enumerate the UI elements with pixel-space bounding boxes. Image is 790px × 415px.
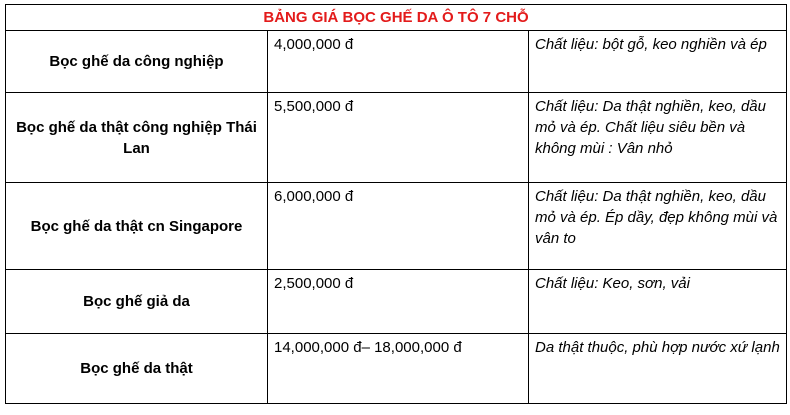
title-row	[6, 5, 787, 31]
product-price: 5,500,000 đ	[268, 93, 529, 183]
product-note: Chất liệu: Keo, sơn, vải	[529, 270, 787, 334]
product-name: Bọc ghế da công nghiệp	[6, 31, 268, 93]
table-title: BẢNG GIÁ BỌC GHẾ DA Ô TÔ 7 CHỖ	[6, 5, 787, 31]
product-price: 14,000,000 đ– 18,000,000 đ	[268, 334, 529, 404]
table-row	[6, 31, 787, 93]
product-name: Bọc ghế da thật	[6, 334, 268, 404]
product-price: 6,000,000 đ	[268, 183, 529, 270]
product-name: Bọc ghế da thật công nghiệp Thái Lan	[6, 93, 268, 183]
product-note: Chất liệu: Da thật nghiền, keo, dầu mỏ và ép. Ép dầy, đẹp không mùi và vân to	[529, 183, 787, 270]
table-row	[6, 93, 787, 183]
table-row	[6, 183, 787, 270]
product-note: Chất liệu: bột gỗ, keo nghiền và ép	[529, 31, 787, 93]
price-table	[5, 4, 787, 404]
product-name: Bọc ghế giả da	[6, 270, 268, 334]
table-row	[6, 334, 787, 404]
product-note: Da thật thuộc, phù hợp nước xứ lạnh	[529, 334, 787, 404]
table-row	[6, 270, 787, 334]
product-price: 4,000,000 đ	[268, 31, 529, 93]
product-price: 2,500,000 đ	[268, 270, 529, 334]
product-name: Bọc ghế da thật cn Singapore	[6, 183, 268, 270]
product-note: Chất liệu: Da thật nghiền, keo, dầu mỏ và ép. Chất liệu siêu bền và không mùi : Vân nhỏ	[529, 93, 787, 183]
